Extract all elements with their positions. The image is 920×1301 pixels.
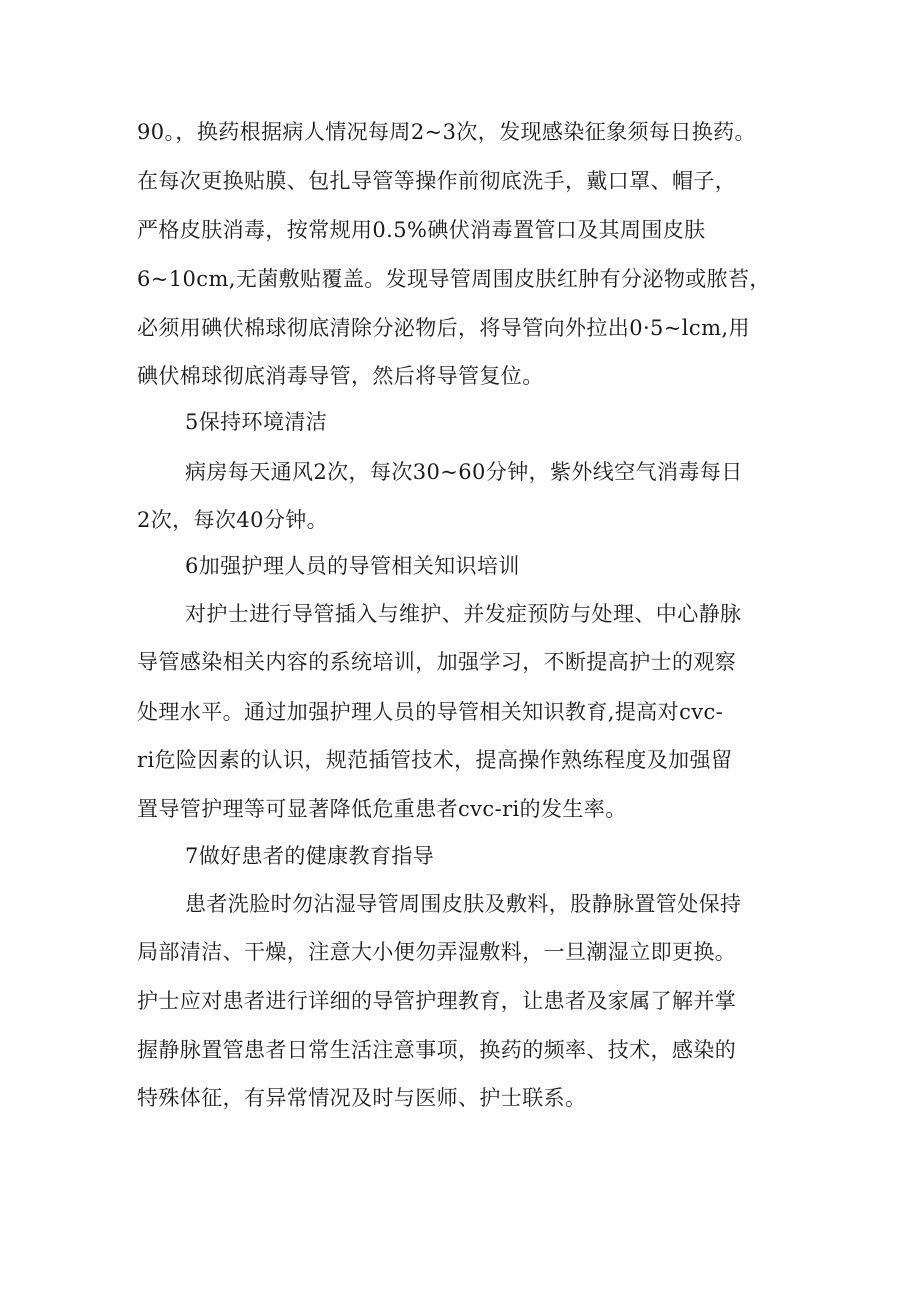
text-line: 对护士进行导管插入与维护、并发症预防与处理、中心静脉 bbox=[185, 602, 742, 626]
text-line: 特殊体征，有异常情况及时与医师、护士联系。 bbox=[137, 1086, 587, 1110]
text-line: 90。，换药根据病人情况每周2~3次，发现感染征象须每日换药。 bbox=[137, 120, 756, 144]
text-line: 2次，每次40分钟。 bbox=[137, 508, 329, 532]
text-line: 6~10cm,无菌敷贴覆盖。发现导管周围皮肤红肿有分泌物或脓苔， bbox=[137, 267, 771, 291]
text-line: 置导管护理等可显著降低危重患者cvc-ri的发生率。 bbox=[137, 797, 627, 821]
text-line: 患者洗脸时勿沾湿导管周围皮肤及敷料，股静脉置管处保持 bbox=[185, 892, 742, 916]
text-line: 局部清洁、干燥，注意大小便勿弄湿敷料，一旦潮湿立即更换。 bbox=[137, 940, 737, 964]
text-line: 护士应对患者进行详细的导管护理教育，让患者及家属了解并掌 bbox=[137, 989, 737, 1013]
text-line: ri危险因素的认识，规范插管技术，提高操作熟练程度及加强留 bbox=[137, 748, 733, 772]
section-heading: 7做好患者的健康教育指导 bbox=[185, 844, 435, 868]
text-line: 握静脉置管患者日常生活注意事项，换药的频率、技术，感染的 bbox=[137, 1038, 737, 1062]
section-heading: 6加强护理人员的导管相关知识培训 bbox=[185, 554, 520, 578]
text-line: 严格皮肤消毒，按常规用0.5%碘伏消毒置管口及其周围皮肤 bbox=[137, 218, 706, 242]
text-line: 导管感染相关内容的系统培训，加强学习，不断提高护士的观察 bbox=[137, 650, 737, 674]
text-line: 碘伏棉球彻底消毒导管，然后将导管复位。 bbox=[137, 364, 544, 388]
text-line: 必须用碘伏棉球彻底清除分泌物后，将导管向外拉出0·5~lcm,用 bbox=[137, 316, 750, 340]
text-line: 在每次更换贴膜、包扎导管等操作前彻底洗手，戴口罩、帽子， bbox=[137, 169, 737, 193]
text-line: 病房每天通风2次，每次30~60分钟，紫外线空气消毒每日 bbox=[185, 460, 743, 484]
section-heading: 5保持环境清洁 bbox=[185, 410, 328, 434]
text-line: 处理水平。通过加强护理人员的导管相关知识教育,提高对cvc- bbox=[137, 700, 724, 724]
